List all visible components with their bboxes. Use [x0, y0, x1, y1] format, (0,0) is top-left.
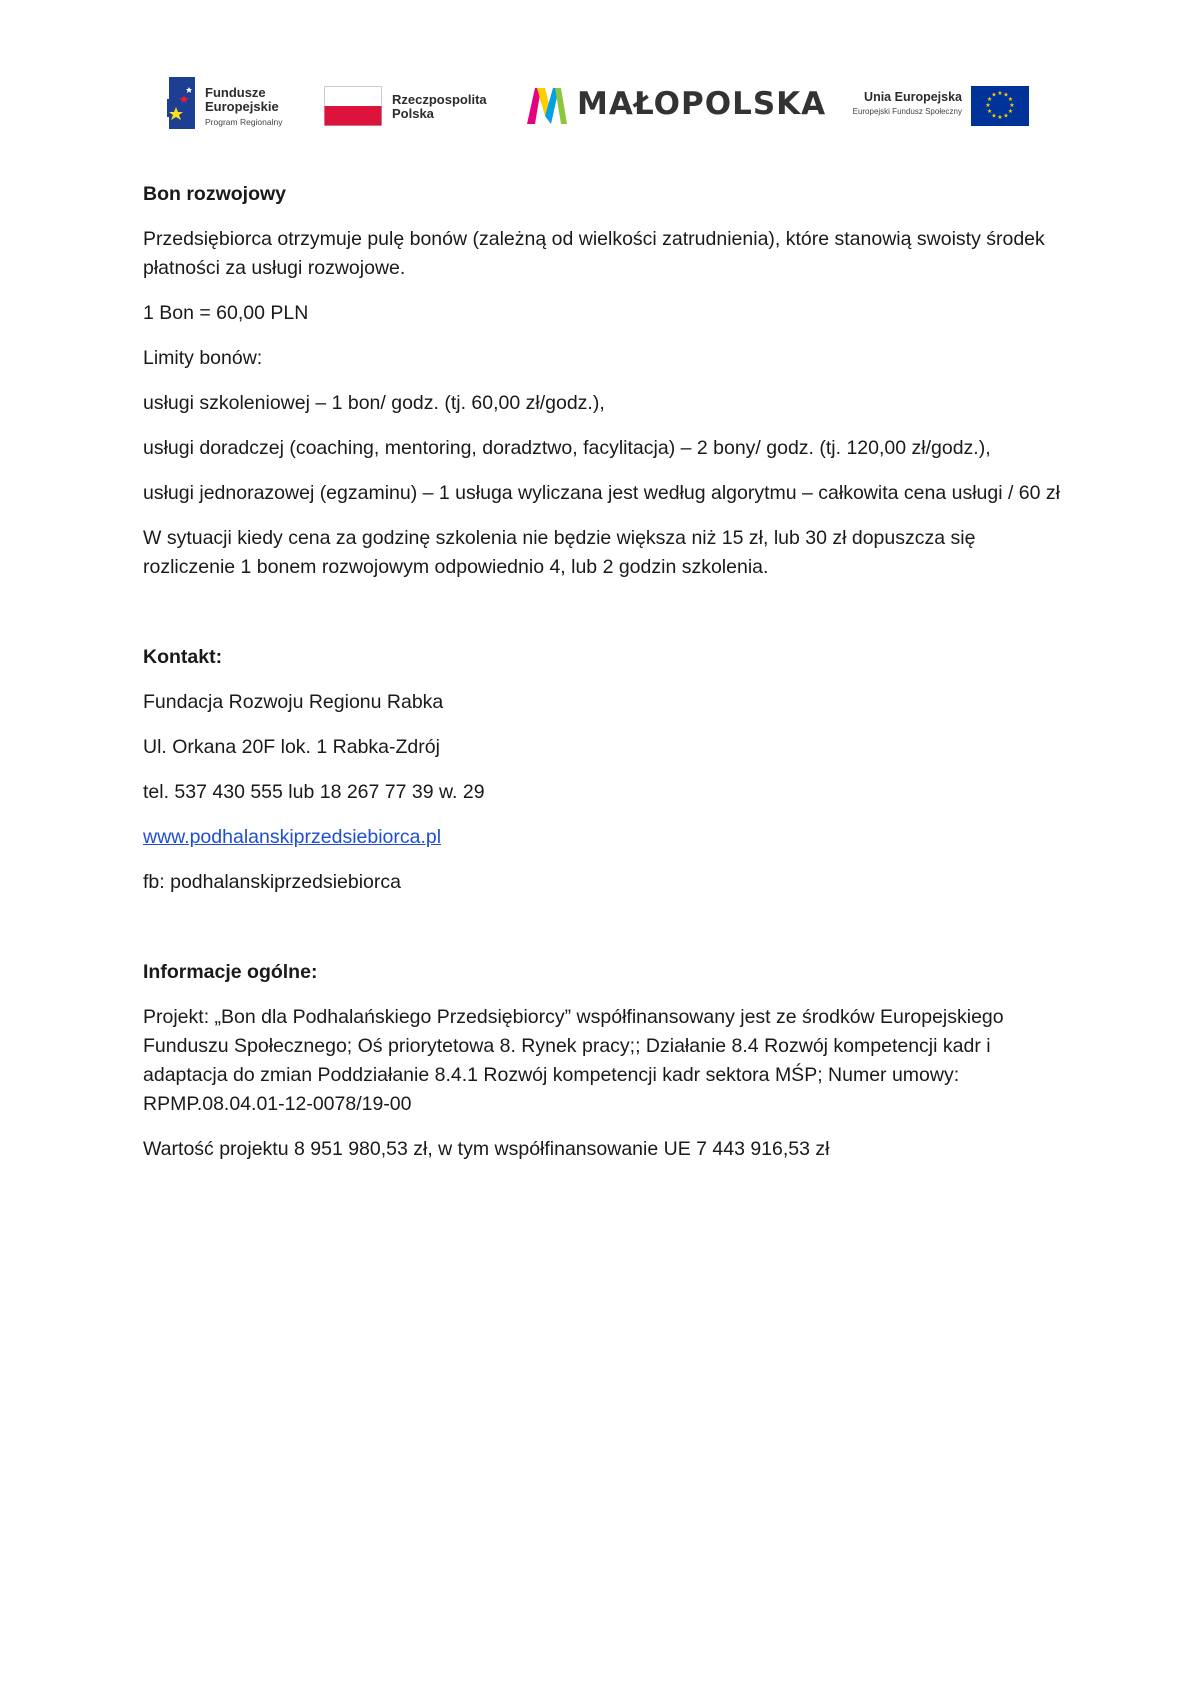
info-heading: Informacje ogólne:	[143, 961, 318, 983]
ue-logo-line1: Unia Europejska	[864, 90, 962, 104]
bon-limit-training: usługi szkoleniowej – 1 bon/ godz. (tj. 60,00 zł/godz.),	[143, 392, 605, 414]
ue-logo-line2: Europejski Fundusz Społeczny	[852, 106, 962, 116]
rp-logo-line2: Polska	[392, 106, 434, 122]
unia-europejska-logo	[840, 86, 1030, 126]
contact-org: Fundacja Rozwoju Regionu Rabka	[143, 691, 444, 713]
svg-text:★: ★	[997, 90, 1003, 97]
svg-text:★: ★	[997, 114, 1003, 121]
contact-address: Ul. Orkana 20F lok. 1 Rabka-Zdrój	[143, 736, 440, 758]
rp-logo-line1: Rzeczpospolita	[392, 92, 487, 107]
bon-heading: Bon rozwojowy	[143, 183, 286, 205]
fundusze-europejskie-logo	[167, 77, 297, 132]
document-body	[143, 180, 1063, 1164]
contact-fb: fb: podhalanskiprzedsiebiorca	[143, 871, 401, 893]
bon-limit-exam: usługi jednorazowej (egzaminu) – 1 usługa wyliczana jest według algorytmu – całkowita cena usługi / 60 zł	[143, 482, 1060, 504]
logo-bar	[0, 0, 1191, 190]
bon-rate: 1 Bon = 60,00 PLN	[143, 302, 309, 324]
svg-text:★: ★	[1003, 112, 1009, 120]
svg-text:★: ★	[991, 91, 997, 99]
malopolska-logo	[527, 86, 827, 126]
fe-star-icon	[167, 77, 197, 129]
contact-phone: tel. 537 430 555 lub 18 267 77 39 w. 29	[143, 781, 485, 803]
svg-text:★: ★	[985, 102, 991, 109]
fe-logo-line1: Fundusze	[205, 85, 266, 100]
svg-text:★: ★	[1003, 91, 1009, 99]
svg-text:★: ★	[991, 112, 997, 120]
bon-note: W sytuacji kiedy cena za godzinę szkolenia nie będzie większa niż 15 zł, lub 30 zł dopuszcza się rozliczenie 1 bonem rozwojowym odpowiednio 4, lub 2 godzin szkolenia.	[143, 527, 976, 578]
svg-text:★: ★	[1007, 96, 1014, 103]
info-value: Wartość projektu 8 951 980,53 zł, w tym współfinansowanie UE 7 443 916,53 zł	[143, 1138, 830, 1160]
info-project: Projekt: „Bon dla Podhalańskiego Przedsiębiorcy” współfinansowany jest ze środków Europejskiego Funduszu Społecznego; Oś priorytetowa 8. Rynek pracy;; Działanie 8.4 Rozwój kompetencji kadr i adaptacja do zmian Poddziałanie 8.4.1 Rozwój kompetencji kadr sektora MŚP; Numer umowy: RPMP.08.04.01-12-0078/19-00	[143, 1006, 1004, 1115]
contact-heading: Kontakt:	[143, 646, 223, 668]
polish-flag-icon	[324, 86, 382, 126]
svg-text:★: ★	[1007, 108, 1014, 115]
svg-text:★: ★	[986, 96, 993, 103]
bon-limits-label: Limity bonów:	[143, 347, 263, 369]
rzeczpospolita-polska-logo	[324, 86, 494, 126]
svg-text:★: ★	[1009, 102, 1015, 109]
fe-logo-line2: Europejskie	[205, 99, 279, 115]
fe-logo-line3: Program Regionalny	[205, 116, 283, 127]
eu-flag-icon	[971, 86, 1029, 126]
bon-intro: Przedsiębiorca otrzymuje pulę bonów (zależną od wielkości zatrudnienia), które stanowią swoisty środek płatności za usługi rozwojowe.	[143, 228, 1045, 279]
svg-text:★: ★	[986, 108, 993, 115]
website-link[interactable]: www.podhalanskiprzedsiebiorca.pl	[143, 826, 442, 848]
malopolska-m-icon	[527, 86, 567, 126]
malopolska-logo-text: MAŁOPOLSKA	[577, 86, 827, 122]
bon-limit-consulting: usługi doradczej (coaching, mentoring, doradztwo, facylitacja) – 2 bony/ godz. (tj. 120,00 zł/godz.),	[143, 437, 991, 459]
